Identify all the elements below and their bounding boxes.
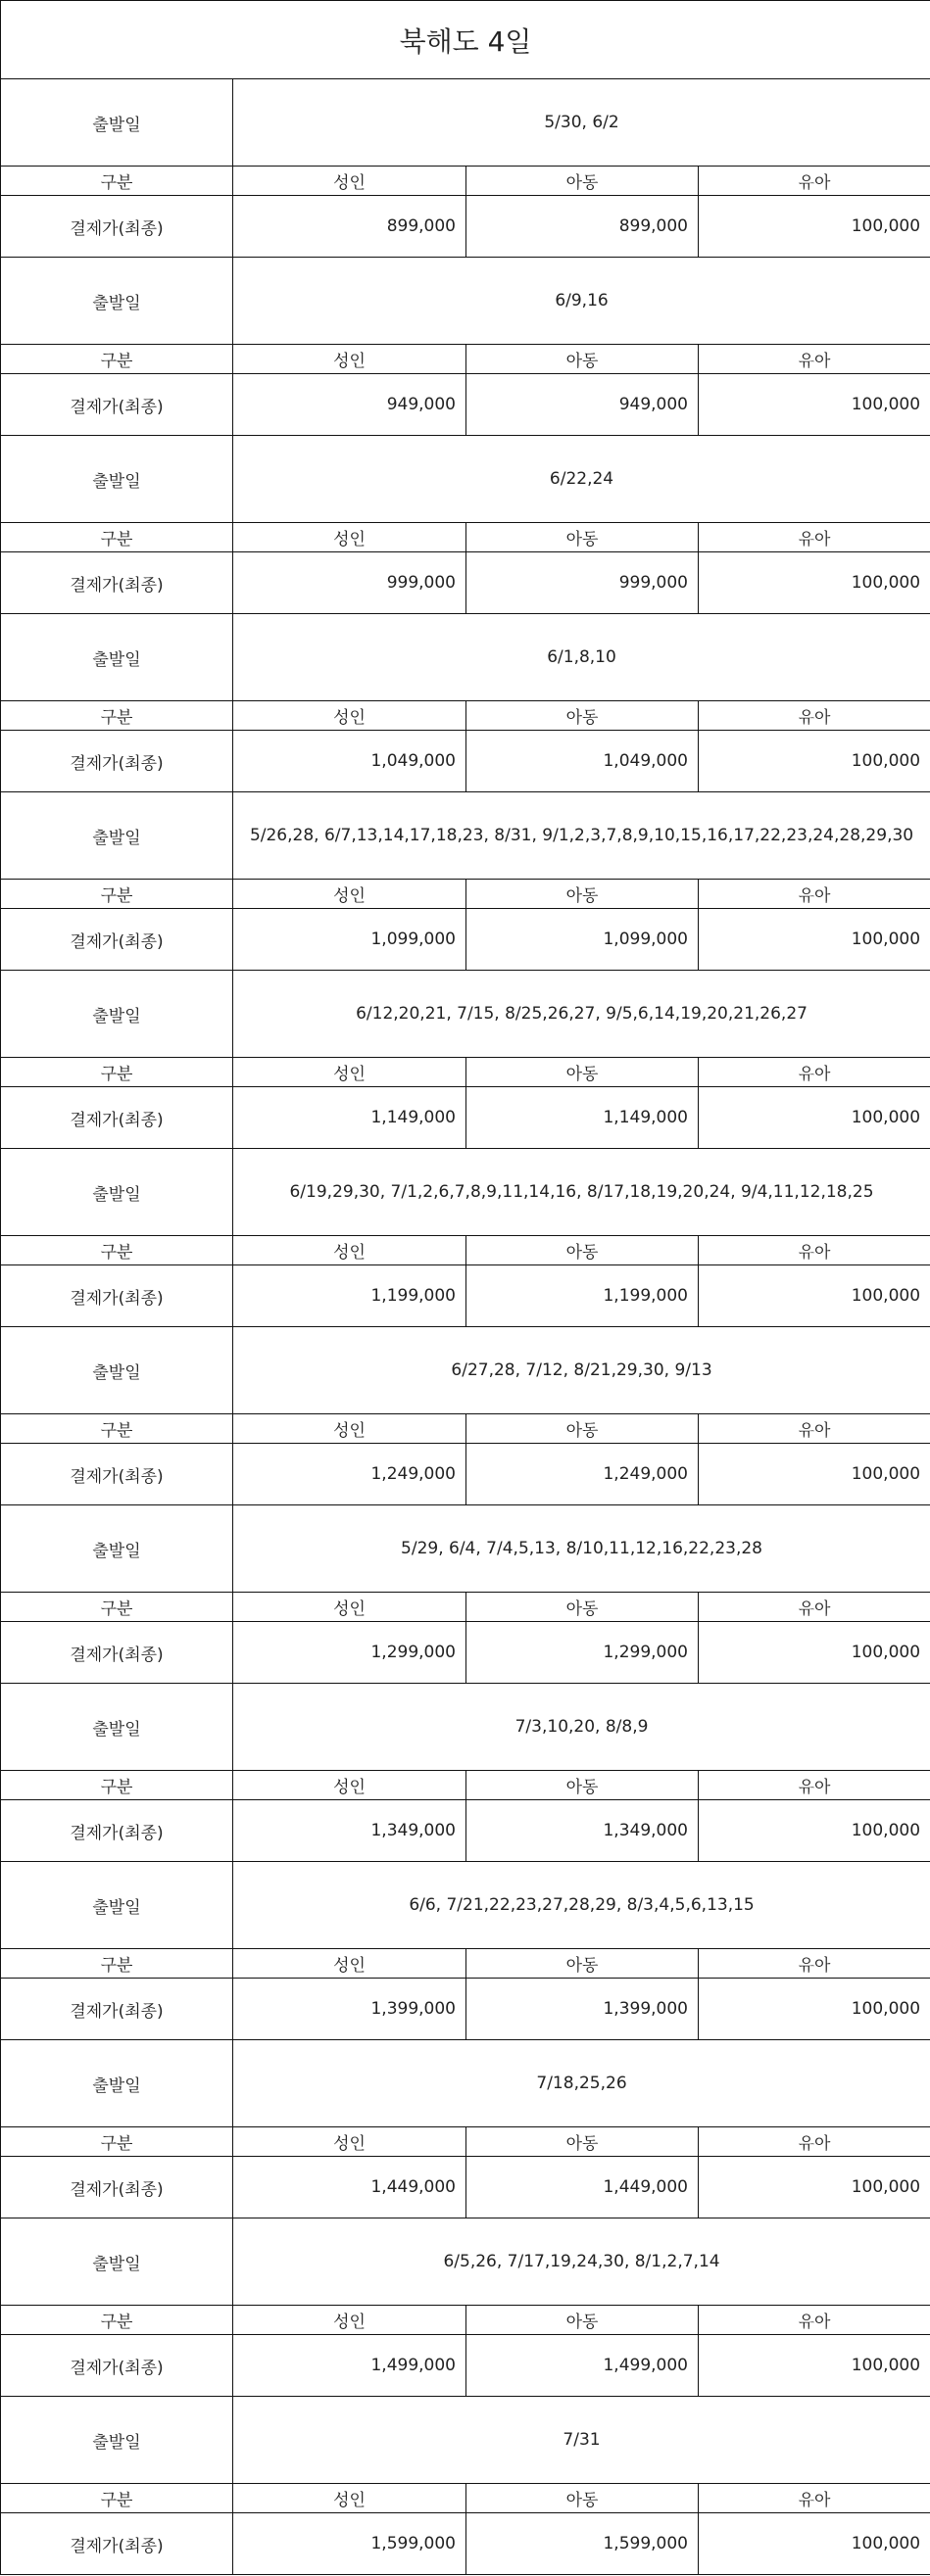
child-price: 949,000	[466, 374, 699, 436]
price-row	[1, 552, 930, 614]
adult-header: 성인	[233, 1058, 466, 1087]
departure-dates: 6/19,29,30, 7/1,2,6,7,8,9,11,14,16, 8/17,18,19,20,24, 9/4,11,12,18,25	[233, 1149, 930, 1236]
price-row	[1, 2157, 930, 2218]
child-price: 1,399,000	[466, 1979, 699, 2040]
infant-header: 유아	[699, 167, 930, 196]
child-price: 1,599,000	[466, 2513, 699, 2575]
adult-price: 1,199,000	[233, 1265, 466, 1327]
adult-price: 1,599,000	[233, 2513, 466, 2575]
adult-price: 1,049,000	[233, 731, 466, 792]
infant-price: 100,000	[699, 1087, 930, 1149]
title-row	[1, 1, 930, 79]
child-header: 아동	[466, 1771, 699, 1800]
category-header: 구분	[1, 701, 233, 731]
price-row	[1, 1800, 930, 1862]
category-header: 구분	[1, 880, 233, 909]
child-price: 899,000	[466, 196, 699, 258]
price-row	[1, 374, 930, 436]
infant-header: 유아	[699, 701, 930, 731]
departure-dates: 5/29, 6/4, 7/4,5,13, 8/10,11,12,16,22,23,28	[233, 1505, 930, 1593]
price-row	[1, 2335, 930, 2397]
header-row	[1, 1593, 930, 1622]
child-price: 1,199,000	[466, 1265, 699, 1327]
category-header: 구분	[1, 1058, 233, 1087]
infant-header: 유아	[699, 1771, 930, 1800]
header-row	[1, 1414, 930, 1444]
adult-price: 999,000	[233, 552, 466, 614]
departure-label: 출발일	[1, 1862, 233, 1949]
infant-price: 100,000	[699, 1622, 930, 1684]
category-header: 구분	[1, 167, 233, 196]
infant-price: 100,000	[699, 2513, 930, 2575]
child-price: 1,049,000	[466, 731, 699, 792]
departure-dates: 6/1,8,10	[233, 614, 930, 701]
departure-row	[1, 79, 930, 167]
category-header: 구분	[1, 1414, 233, 1444]
departure-row	[1, 2397, 930, 2484]
header-row	[1, 2484, 930, 2513]
header-row	[1, 2306, 930, 2335]
adult-header: 성인	[233, 523, 466, 552]
header-row	[1, 523, 930, 552]
infant-header: 유아	[699, 1949, 930, 1979]
price-row	[1, 1979, 930, 2040]
adult-header: 성인	[233, 1771, 466, 1800]
price-row	[1, 2513, 930, 2575]
header-row	[1, 1058, 930, 1087]
adult-price: 1,249,000	[233, 1444, 466, 1505]
departure-row	[1, 1684, 930, 1771]
departure-row	[1, 2218, 930, 2306]
child-header: 아동	[466, 345, 699, 374]
adult-header: 성인	[233, 1949, 466, 1979]
departure-dates: 7/3,10,20, 8/8,9	[233, 1684, 930, 1771]
category-header: 구분	[1, 1236, 233, 1265]
final-price-label: 결제가(최종)	[1, 1622, 233, 1684]
category-header: 구분	[1, 2306, 233, 2335]
final-price-label: 결제가(최종)	[1, 1979, 233, 2040]
child-header: 아동	[466, 1949, 699, 1979]
final-price-label: 결제가(최종)	[1, 196, 233, 258]
adult-header: 성인	[233, 1593, 466, 1622]
departure-label: 출발일	[1, 258, 233, 345]
category-header: 구분	[1, 2127, 233, 2157]
adult-price: 1,349,000	[233, 1800, 466, 1862]
price-row	[1, 1087, 930, 1149]
departure-row	[1, 1505, 930, 1593]
final-price-label: 결제가(최종)	[1, 1800, 233, 1862]
price-row	[1, 1622, 930, 1684]
adult-price: 1,299,000	[233, 1622, 466, 1684]
final-price-label: 결제가(최종)	[1, 1265, 233, 1327]
departure-label: 출발일	[1, 2218, 233, 2306]
departure-row	[1, 1327, 930, 1414]
category-header: 구분	[1, 1593, 233, 1622]
infant-header: 유아	[699, 345, 930, 374]
child-header: 아동	[466, 2306, 699, 2335]
child-header: 아동	[466, 1058, 699, 1087]
adult-price: 1,449,000	[233, 2157, 466, 2218]
price-row	[1, 909, 930, 971]
category-header: 구분	[1, 523, 233, 552]
child-price: 1,249,000	[466, 1444, 699, 1505]
infant-price: 100,000	[699, 909, 930, 971]
infant-price: 100,000	[699, 1265, 930, 1327]
departure-label: 출발일	[1, 1684, 233, 1771]
adult-header: 성인	[233, 2127, 466, 2157]
adult-price: 899,000	[233, 196, 466, 258]
departure-dates: 7/18,25,26	[233, 2040, 930, 2127]
child-header: 아동	[466, 1593, 699, 1622]
departure-dates: 6/27,28, 7/12, 8/21,29,30, 9/13	[233, 1327, 930, 1414]
child-price: 1,349,000	[466, 1800, 699, 1862]
adult-header: 성인	[233, 2484, 466, 2513]
departure-row	[1, 792, 930, 880]
departure-label: 출발일	[1, 792, 233, 880]
departure-label: 출발일	[1, 1505, 233, 1593]
final-price-label: 결제가(최종)	[1, 1087, 233, 1149]
child-price: 1,499,000	[466, 2335, 699, 2397]
departure-dates: 6/5,26, 7/17,19,24,30, 8/1,2,7,14	[233, 2218, 930, 2306]
infant-price: 100,000	[699, 1979, 930, 2040]
price-row	[1, 1265, 930, 1327]
departure-label: 출발일	[1, 614, 233, 701]
departure-row	[1, 1862, 930, 1949]
departure-dates: 6/22,24	[233, 436, 930, 523]
header-row	[1, 701, 930, 731]
departure-label: 출발일	[1, 1149, 233, 1236]
header-row	[1, 345, 930, 374]
child-price: 1,149,000	[466, 1087, 699, 1149]
child-header: 아동	[466, 1414, 699, 1444]
infant-header: 유아	[699, 2127, 930, 2157]
page-title: 북해도 4일	[1, 1, 930, 79]
departure-dates: 5/26,28, 6/7,13,14,17,18,23, 8/31, 9/1,2,3,7,8,9,10,15,16,17,22,23,24,28,29,30	[233, 792, 930, 880]
adult-header: 성인	[233, 1414, 466, 1444]
adult-header: 성인	[233, 701, 466, 731]
final-price-label: 결제가(최종)	[1, 2157, 233, 2218]
infant-price: 100,000	[699, 2335, 930, 2397]
departure-row	[1, 971, 930, 1058]
infant-header: 유아	[699, 1058, 930, 1087]
child-header: 아동	[466, 2127, 699, 2157]
adult-header: 성인	[233, 1236, 466, 1265]
departure-row	[1, 614, 930, 701]
departure-label: 출발일	[1, 436, 233, 523]
header-row	[1, 167, 930, 196]
price-row	[1, 731, 930, 792]
price-row	[1, 1444, 930, 1505]
category-header: 구분	[1, 2484, 233, 2513]
infant-price: 100,000	[699, 374, 930, 436]
category-header: 구분	[1, 1949, 233, 1979]
infant-header: 유아	[699, 2306, 930, 2335]
final-price-label: 결제가(최종)	[1, 1444, 233, 1505]
infant-price: 100,000	[699, 552, 930, 614]
child-price: 1,449,000	[466, 2157, 699, 2218]
infant-header: 유아	[699, 1236, 930, 1265]
category-header: 구분	[1, 1771, 233, 1800]
child-header: 아동	[466, 880, 699, 909]
price-table-body	[1, 1, 930, 2575]
price-row	[1, 196, 930, 258]
final-price-label: 결제가(최종)	[1, 374, 233, 436]
infant-price: 100,000	[699, 1800, 930, 1862]
infant-header: 유아	[699, 1414, 930, 1444]
child-header: 아동	[466, 1236, 699, 1265]
adult-price: 1,099,000	[233, 909, 466, 971]
infant-header: 유아	[699, 523, 930, 552]
departure-row	[1, 1149, 930, 1236]
departure-row	[1, 2040, 930, 2127]
departure-label: 출발일	[1, 971, 233, 1058]
adult-price: 949,000	[233, 374, 466, 436]
departure-dates: 6/6, 7/21,22,23,27,28,29, 8/3,4,5,6,13,15	[233, 1862, 930, 1949]
departure-label: 출발일	[1, 2397, 233, 2484]
infant-price: 100,000	[699, 1444, 930, 1505]
departure-label: 출발일	[1, 79, 233, 167]
departure-row	[1, 258, 930, 345]
final-price-label: 결제가(최종)	[1, 909, 233, 971]
infant-header: 유아	[699, 1593, 930, 1622]
departure-label: 출발일	[1, 1327, 233, 1414]
final-price-label: 결제가(최종)	[1, 731, 233, 792]
departure-label: 출발일	[1, 2040, 233, 2127]
child-price: 1,099,000	[466, 909, 699, 971]
departure-dates: 6/12,20,21, 7/15, 8/25,26,27, 9/5,6,14,19,20,21,26,27	[233, 971, 930, 1058]
departure-dates: 6/9,16	[233, 258, 930, 345]
child-header: 아동	[466, 167, 699, 196]
infant-price: 100,000	[699, 196, 930, 258]
departure-row	[1, 436, 930, 523]
infant-price: 100,000	[699, 731, 930, 792]
child-header: 아동	[466, 523, 699, 552]
adult-header: 성인	[233, 345, 466, 374]
header-row	[1, 1949, 930, 1979]
departure-dates: 5/30, 6/2	[233, 79, 930, 167]
child-header: 아동	[466, 2484, 699, 2513]
final-price-label: 결제가(최종)	[1, 2335, 233, 2397]
infant-header: 유아	[699, 880, 930, 909]
header-row	[1, 1771, 930, 1800]
departure-dates: 7/31	[233, 2397, 930, 2484]
adult-header: 성인	[233, 880, 466, 909]
adult-price: 1,499,000	[233, 2335, 466, 2397]
child-price: 999,000	[466, 552, 699, 614]
adult-price: 1,149,000	[233, 1087, 466, 1149]
header-row	[1, 880, 930, 909]
adult-price: 1,399,000	[233, 1979, 466, 2040]
final-price-label: 결제가(최종)	[1, 552, 233, 614]
infant-price: 100,000	[699, 2157, 930, 2218]
child-header: 아동	[466, 701, 699, 731]
header-row	[1, 2127, 930, 2157]
adult-header: 성인	[233, 167, 466, 196]
infant-header: 유아	[699, 2484, 930, 2513]
final-price-label: 결제가(최종)	[1, 2513, 233, 2575]
header-row	[1, 1236, 930, 1265]
category-header: 구분	[1, 345, 233, 374]
adult-header: 성인	[233, 2306, 466, 2335]
child-price: 1,299,000	[466, 1622, 699, 1684]
